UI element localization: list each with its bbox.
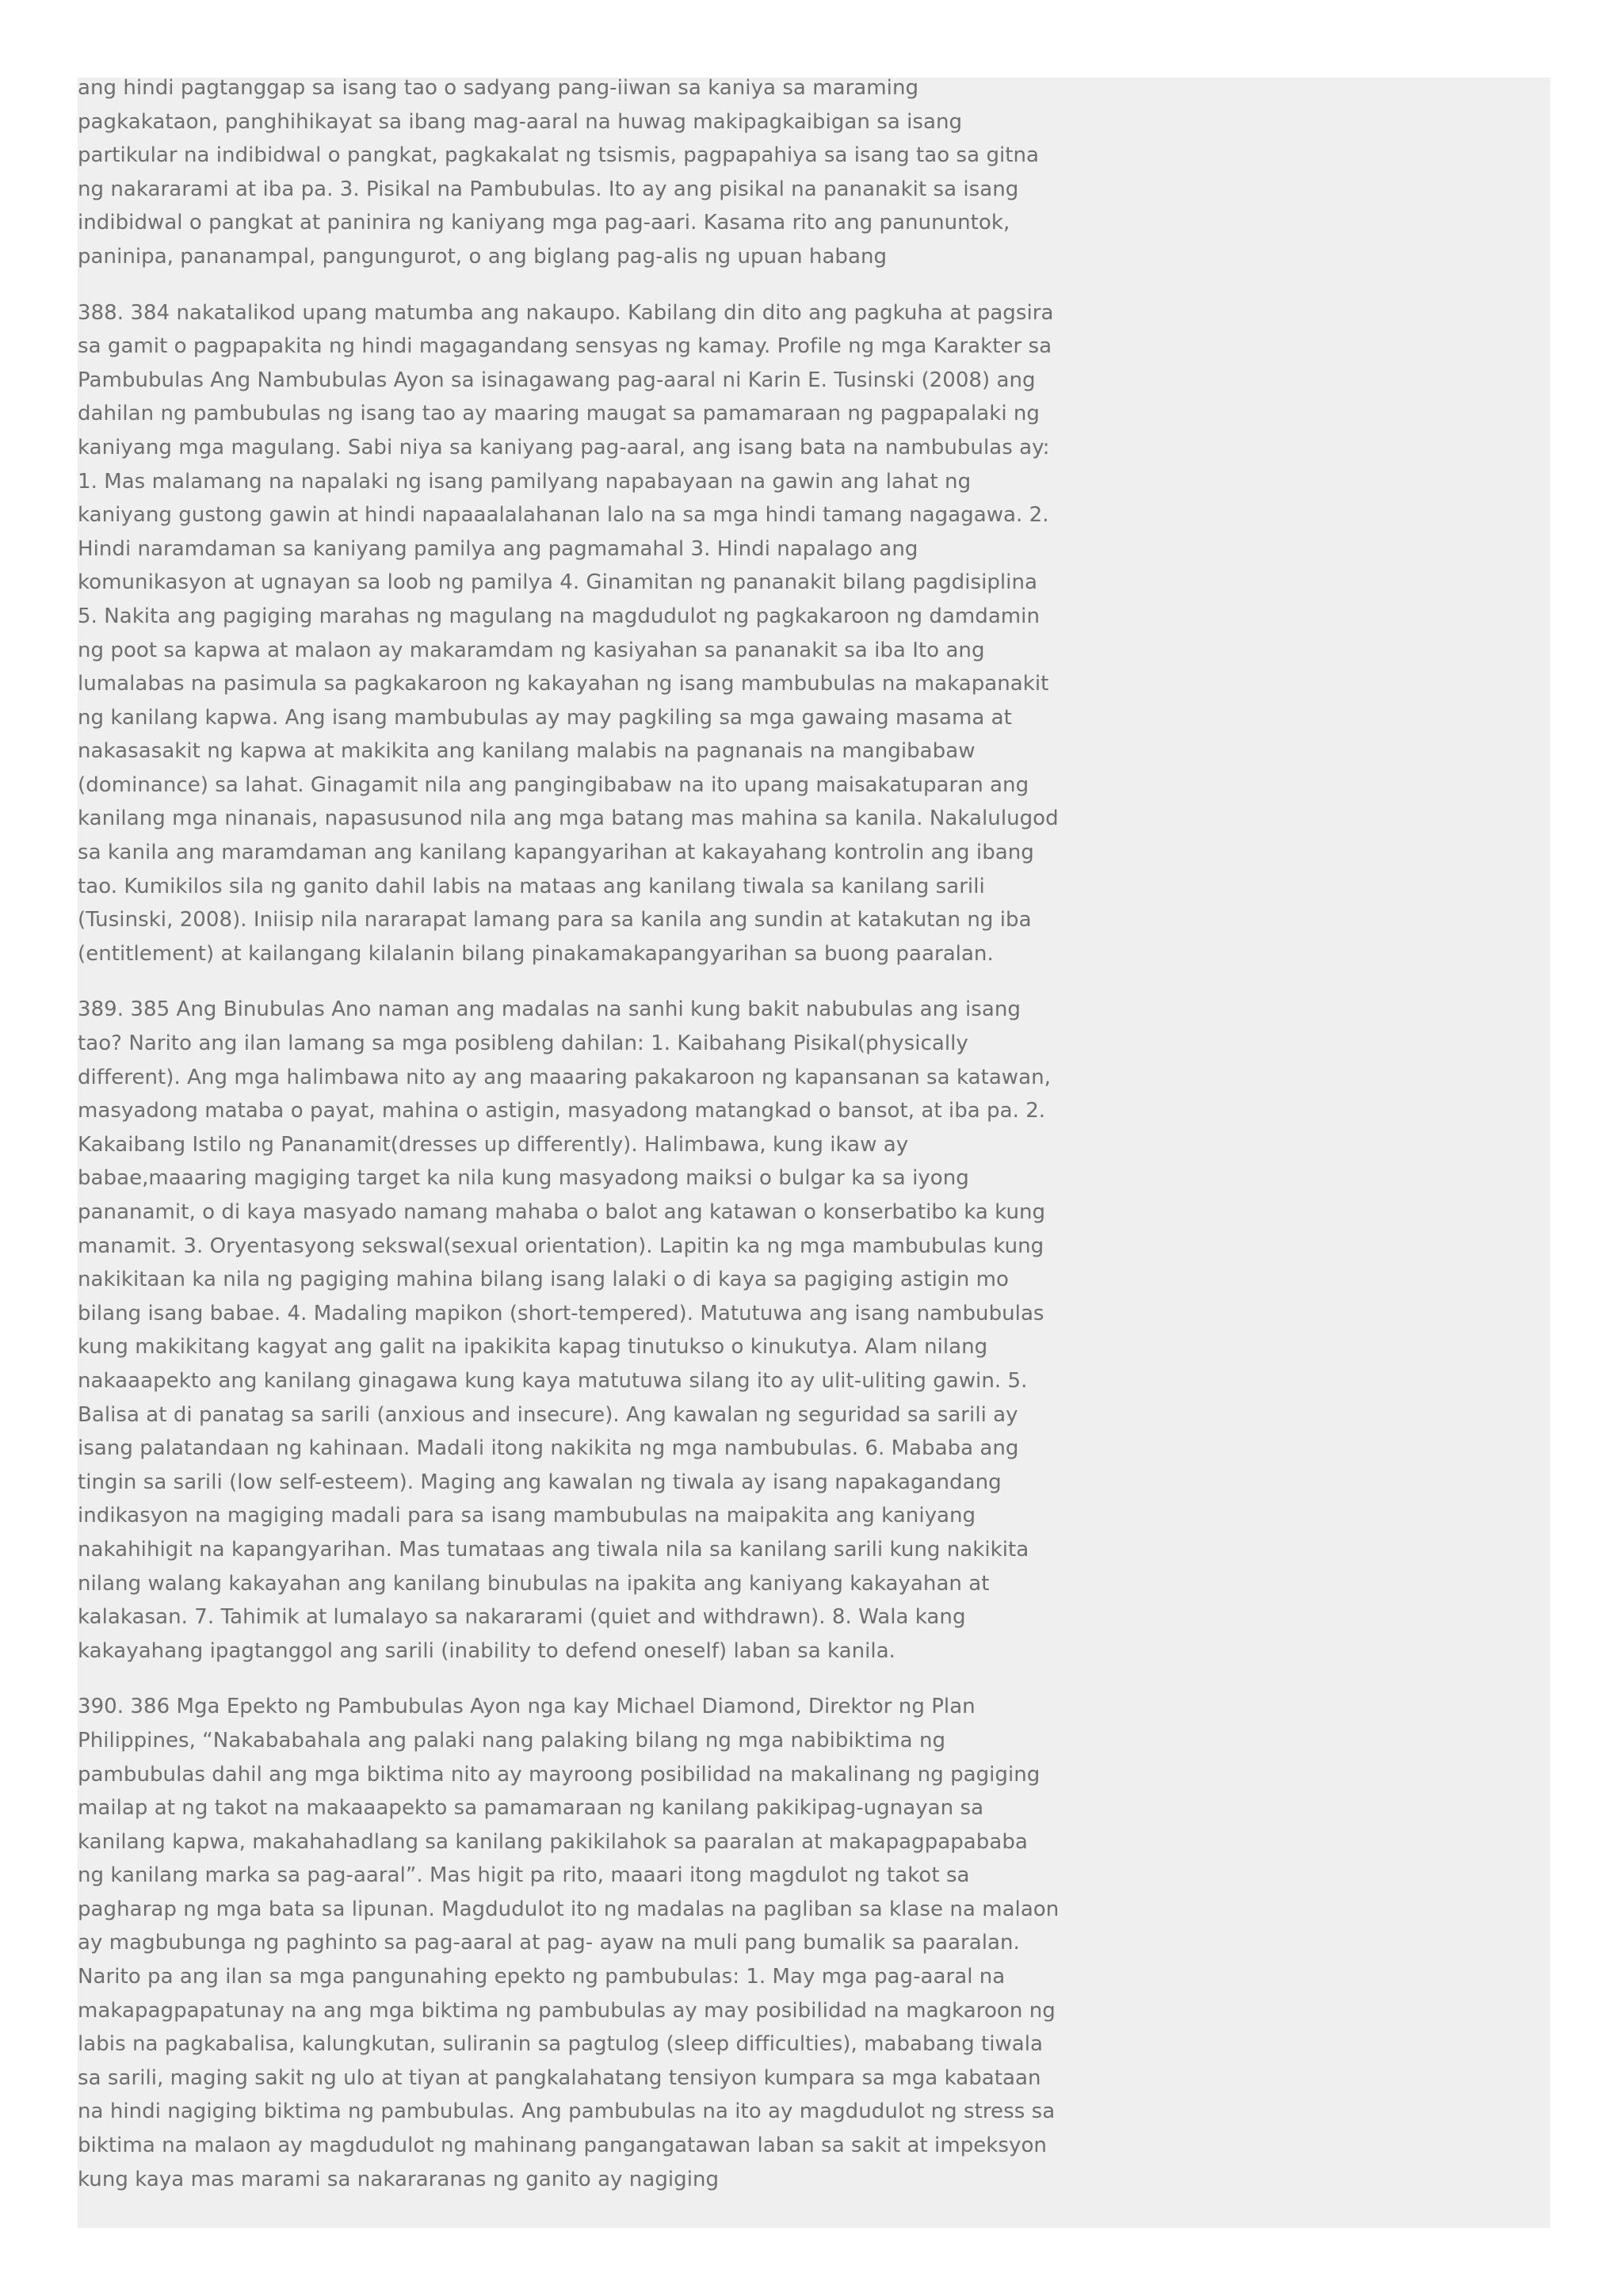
paragraph-3: 389. 385 Ang Binubulas Ano naman ang madalas na sanhi kung bakit nabubulas ang isang tao? Narito ang ilan lamang sa mga posibleng dahilan: 1. Kaibahang Pisikal(physically different). Ang mga halimbawa nito ay ang maaaring pakakaroon ng kapansanan sa katawan, masyadong mataba o payat, mahina o astigin, masyadong matangkad o bansot, at iba pa. 2. Kakaibang Istilo ng Pananamit(dresses up differently). Halimbawa, kung ikaw ay babae,maaaring magiging target ka nila kung masyadong maiksi o bulgar ka sa iyong pananamit, o di kaya masyado namang mahaba o balot ang katawan o konserbatibo ka kung manamit. 3. Oryentasyong sekswal(sexual orientation). Lapitin ka ng mga mambubulas kung nakikitaan ka nila ng pagiging mahina bilang isang lalaki o di kaya sa pagiging astigin mo bilang isang babae. 4. Madaling mapikon (short-tempered). Matutuwa ang isang nambubulas kung makikitang kagyat ang galit na ipakikita kapag tinutukso o kinukutya. Alam nilang nakaaapekto ang kanilang ginagawa kung kaya matutuwa silang ito ay ulit-uliting gawin. 5. Balisa at di panatag sa sarili (anxious and insecure). Ang kawalan ng seguridad sa sarili ay isang palatandaan ng kahinaan. Madali itong nakikita ng mga nambubulas. 6. Mababa ang tingin sa sarili (low self-esteem). Maging ang kawalan ng tiwala ay isang napakagandang indikasyon na magiging madali para sa isang mambubulas na maipakita ang kaniyang nakahihigit na kapangyarihan. Mas tumataas ang tiwala nila sa kanilang sarili kung nakikita nilang walang kakayahan ang kanilang binubulas na ipakita ang kaniyang kakayahan at kalakasan. 7. Tahimik at lumalayo sa nakararami (quiet and withdrawn). 8. Wala kang kakayahang ipagtanggol ang sarili (inability to defend oneself) laban sa kanila. — [78, 997, 1051, 1663]
paragraph-4: 390. 386 Mga Epekto ng Pambubulas Ayon nga kay Michael Diamond, Direktor ng Plan Philippines, “Nakababahala ang palaki nang palaking bilang ng mga nabibiktima ng pambubulas dahil ang mga biktima nito ay mayroong posibilidad na makalinang ng pagiging mailap at ng takot na makaaapekto sa pamamaraan ng kanilang pakikipag-ugnayan sa kanilang kapwa, makahahadlang sa kanilang pakikilahok sa paaralan at makapagpapababa ng kanilang marka sa pag-aaral”. Mas higit pa rito, maaari itong magdulot ng takot sa pagharap ng mga bata sa lipunan. Magdudulot ito ng madalas na pagliban sa klase na malaon ay magbubunga ng paghinto sa pag-aaral at pag- ayaw na muli pang bumalik sa paaralan. Narito pa ang ilan sa mga pangunahing epekto ng pambubulas: 1. May mga pag-aaral na makapagpapatunay na ang mga biktima ng pambubulas ay may posibilidad na magkaroon ng labis na pagkabalisa, kalungkutan, suliranin sa pagtulog (sleep difficulties), mababang tiwala sa sarili, maging sakit ng ulo at tiyan at pangkalahatang tensiyon kumpara sa mga kabataan na hindi nagiging biktima ng pambubulas. Ang pambubulas na ito ay magdudulot ng stress sa biktima na malaon ay magdudulot ng mahinang pangangatawan laban sa sakit at impeksyon kung kaya mas marami sa nakararanas ng ganito ay nagiging — [78, 1695, 1060, 2191]
paragraph-2: 388. 384 nakatalikod upang matumba ang nakaupo. Kabilang din dito ang pagkuha at pagsira sa gamit o pagpapakita ng hindi magagandang sensyas ng kamay. Profile ng mga Karakter sa Pambubulas Ang Nambubulas Ayon sa isinagawang pag-aaral ni Karin E. Tusinski (2008) ang dahilan ng pambubulas ng isang tao ay maaring maugat sa pamamaraan ng pagpapalaki ng kaniyang mga magulang. Sabi niya sa kaniyang pag-aaral, ang isang bata na nambubulas ay: 1. Mas malamang na napalaki ng isang pamilyang napabayaan na gawin ang lahat ng kaniyang gustong gawin at hindi napaaalalahanan lalo na sa mga hindi tamang nagagawa. 2. Hindi naramdaman sa kaniyang pamilya ang pagmamahal 3. Hindi napalago ang komunikasyon at ugnayan sa loob ng pamilya 4. Ginamitan ng pananakit bilang pagdisiplina 5. Nakita ang pagiging marahas ng magulang na magdudulot ng pagkakaroon ng damdamin ng poot sa kapwa at malaon ay makaramdam ng kasiyahan sa pananakit sa iba Ito ang lumalabas na pasimula sa pagkakaroon ng kakayahan ng isang mambubulas na makapanakit ng kanilang kapwa. Ang isang mambubulas ay may pagkiling sa mga gawaing masama at nakasasakit ng kapwa at makikita ang kanilang malabis na pagnanais na mangibabaw (dominance) sa lahat. Ginagamit nila ang pangingibabaw na ito upang maisakatuparan ang kanilang mga ninanais, napasusunod nila ang mga batang mas mahina sa kanila. Nakalulugod sa kanila ang maramdaman ang kanilang kapangyarihan at kakayahang kontrolin ang ibang tao. Kumikilos sila ng ganito dahil labis na mataas ang kanilang tiwala sa kanilang sarili (Tusinski, 2008). Iniisip nila nararapat lamang para sa kanila ang sundin at katakutan ng iba (entitlement) at kailangang kilalanin bilang pinakamakapangyarihan sa buong paaralan. — [78, 300, 1059, 966]
document-text — [78, 78, 1060, 2218]
document-page — [78, 78, 1550, 2228]
paragraph-1: ang hindi pagtanggap sa isang tao o sadyang pang-iiwan sa kaniya sa maraming pagkakataon, panghihikayat sa ibang mag-aaral na huwag makipagkaibigan sa isang partikular na indibidwal o pangkat, pagkakalat ng tsismis, pagpapahiya sa isang tao sa gitna ng nakararami at iba pa. 3. Pisikal na Pambubulas. Ito ay ang pisikal na pananakit sa isang indibidwal o pangkat at paninira ng kaniyang mga pag-aari. Kasama rito ang panununtok, paninipa, pananampal, pangungurot, o ang biglang pag-alis ng upuan habang — [78, 76, 1040, 269]
